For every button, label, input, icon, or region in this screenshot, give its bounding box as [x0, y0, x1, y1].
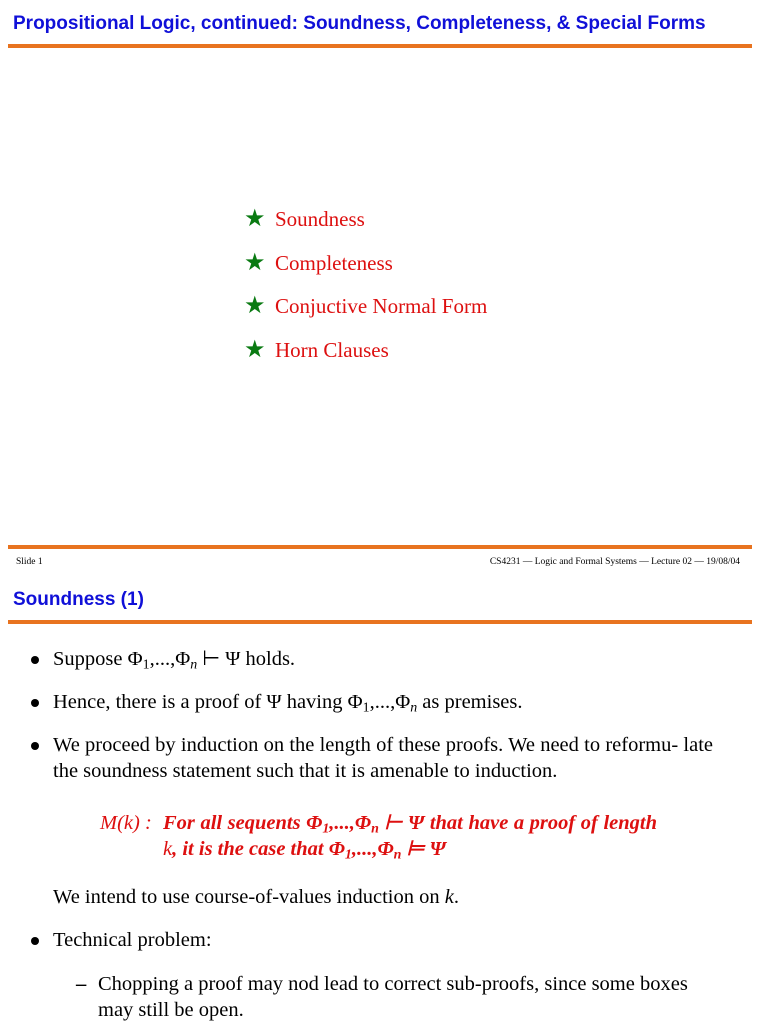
star-icon: ★ [244, 293, 266, 319]
bullet-icon [31, 656, 39, 664]
bullet-item: Technical problem: [53, 929, 212, 951]
dash-icon: – [76, 973, 87, 995]
topic-label: Horn Clauses [275, 337, 389, 362]
bullet-icon [31, 742, 39, 750]
slide-1-footer-rule [8, 545, 752, 549]
topic-item [244, 337, 487, 381]
star-icon: ★ [244, 206, 266, 232]
topic-label: Conjuctive Normal Form [275, 294, 488, 318]
bullet-icon [31, 699, 39, 707]
slide-1-title: Propositional Logic, continued: Soundness, Completeness, & Special Forms [13, 13, 706, 34]
sub-bullet-item: Chopping a proof may nod lead to correct sub-proofs, since some boxes may still be open. [98, 973, 688, 1021]
definition-text: For all sequents $\Phi_1,...,\Phi_n$ ⊢ Ψ that have a proof of length k, it is the case that $\Phi_1,...,\Phi_n$ ⊨ Ψ [163, 812, 657, 863]
topic-list [244, 206, 487, 380]
topic-item [244, 293, 487, 337]
slide-number: Slide 1 [16, 557, 43, 567]
bullet-item: We proceed by induction on the length of these proofs. We need to reformu- late the soundness statement such that it is amenable to induction. [53, 734, 713, 782]
bullet-icon [31, 937, 39, 945]
topic-label: Soundness [275, 207, 365, 231]
slide-1-title-rule [8, 44, 752, 48]
slide-2-title: Soundness (1) [13, 589, 144, 610]
star-icon: ★ [244, 249, 266, 276]
paragraph: We intend to use course-of-values induction on k. [53, 886, 459, 908]
course-footer: CS4231 — Logic and Formal Systems — Lecture 02 — 19/08/04 [489, 557, 740, 567]
topic-item [244, 250, 487, 294]
topic-item [244, 206, 487, 250]
definition-label: M(k) : [100, 812, 152, 834]
bullet-item: Hence, there is a proof of Ψ having $\Phi_1,...,\Phi_n$ as premises. [53, 691, 523, 716]
bullet-item: Suppose $\Phi_1,...,\Phi_n$ ⊢ Ψ holds. [53, 648, 296, 673]
star-icon: ★ [244, 336, 266, 363]
topic-label: Completeness [275, 250, 393, 275]
slide-2-title-rule [8, 620, 752, 624]
